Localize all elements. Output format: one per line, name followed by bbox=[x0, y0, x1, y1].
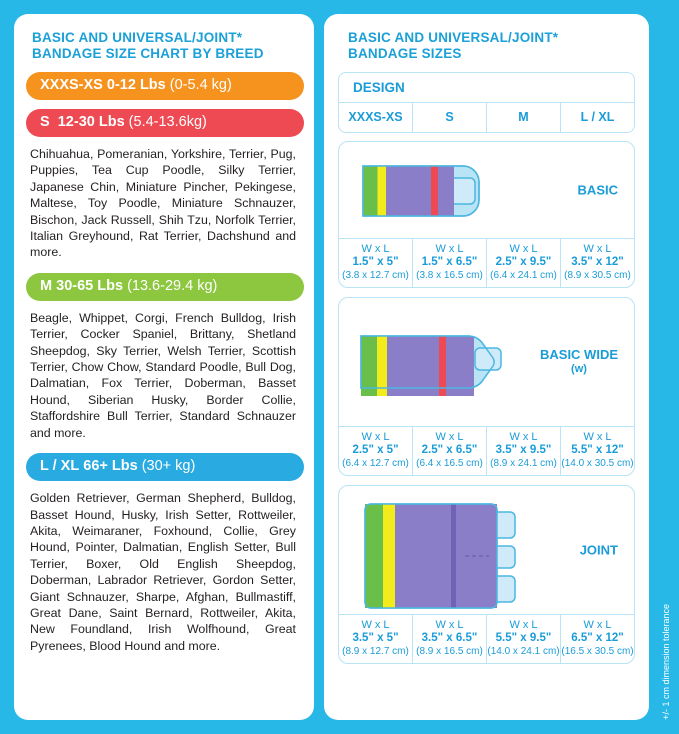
right-panel-title bbox=[348, 30, 639, 62]
inch-value: 3.5" x 12" bbox=[571, 256, 624, 268]
inch-value: 3.5" x 6.5" bbox=[421, 632, 478, 644]
size-lbs: 12-30 Lbs bbox=[57, 114, 125, 130]
basic-bandage-illustration bbox=[339, 142, 634, 238]
breed-size-chart-panel bbox=[14, 14, 314, 720]
size-code: L / XL bbox=[40, 458, 80, 475]
product-name-joint: JOINT bbox=[579, 542, 618, 558]
size-badge-l-xl bbox=[26, 453, 304, 481]
basic-dim-l-xl bbox=[561, 239, 634, 287]
joint-dim-l-xl bbox=[561, 615, 634, 663]
product-name-basic-wide bbox=[540, 347, 618, 377]
bandage-sizes-panel bbox=[324, 14, 649, 720]
right-panel-title-line1: BASIC AND UNIVERSAL/JOINT* bbox=[348, 30, 559, 45]
size-kg: (0-5.4 kg) bbox=[169, 77, 232, 93]
basic-dim-xxxs-xs bbox=[339, 239, 413, 287]
wl-label: W x L bbox=[361, 243, 390, 255]
basic-wide-bandage-graphic bbox=[353, 308, 528, 416]
breed-list-l-xl: Golden Retriever, German Shepherd, Bulldog, Basset Hound, Husky, Irish Setter, Rottweiler, Akita, Weimaraner, Foxhound, Collie, Grey Hound, Pointer, Dalmatian, English Setter, Bull Terrier, Boxer, Old English Sheepdog, Doberman, Labrador Retriever, Gordon Setter, Giant Schnauzer, Sharpe, Afghan, Bullmastiff, Great Dane, Saint Bernard, Rottweiler, Akita, New Foundland, Irish Wolfhound, Great Pyrenees, Blood Hound and more. bbox=[30, 491, 296, 653]
left-panel-title-line1: BASIC AND UNIVERSAL/JOINT* bbox=[32, 30, 243, 45]
wl-label: W x L bbox=[361, 431, 390, 443]
wl-label: W x L bbox=[509, 431, 538, 443]
joint-bandage-graphic bbox=[353, 496, 538, 618]
size-column-headers bbox=[339, 103, 634, 132]
size-column-xxxs-xs: XXXS-XS bbox=[339, 103, 413, 132]
basic-bandage-graphic bbox=[353, 152, 513, 230]
size-kg: (5.4-13.6kg) bbox=[128, 114, 207, 130]
tolerance-footnote: +/- 1 cm dimension tolerance bbox=[661, 604, 671, 720]
inch-value: 2.5" x 5" bbox=[352, 444, 399, 456]
joint-bandage-illustration bbox=[339, 486, 634, 614]
inch-value: 3.5" x 9.5" bbox=[495, 444, 552, 456]
wl-label: W x L bbox=[583, 243, 612, 255]
basic-wide-dimensions-row bbox=[339, 426, 634, 475]
size-code: S bbox=[40, 114, 50, 130]
product-name-text: BASIC WIDE bbox=[540, 347, 618, 362]
wl-label: W x L bbox=[583, 431, 612, 443]
cm-value: (6.4 x 16.5 cm) bbox=[416, 458, 483, 469]
product-name-basic: BASIC bbox=[577, 182, 618, 198]
wl-label: W x L bbox=[435, 243, 464, 255]
breed-list-m: Beagle, Whippet, Corgi, French Bulldog, Irish Terrier, Cocker Spaniel, Brittany, Shetland Sheepdog, Sky Terrier, Welsh Terrier, Scottish Terrier, Chow Chow, Standard Poodle, Bull Dog, Dalmatian, Fox Terrier, Doberman, Basset Hound, Siberian Husky, Border Collie, Staffordshire Bull Terrier, Standard Schnauzer and more. bbox=[30, 310, 296, 440]
size-badge-m bbox=[26, 273, 304, 301]
cm-value: (8.9 x 16.5 cm) bbox=[416, 646, 483, 657]
inch-value: 1.5" x 5" bbox=[352, 256, 399, 268]
basic-wide-bandage-illustration bbox=[339, 298, 634, 426]
product-block-joint bbox=[338, 485, 635, 664]
size-code: XXXS-XS bbox=[40, 77, 103, 93]
basic-dim-s bbox=[413, 239, 487, 287]
size-column-s: S bbox=[413, 103, 487, 132]
size-kg: (13.6-29.4 kg) bbox=[127, 277, 218, 294]
basic-wide-dim-xxxs-xs bbox=[339, 427, 413, 475]
size-code: M bbox=[40, 277, 53, 294]
basic-wide-dim-l-xl bbox=[561, 427, 634, 475]
inch-value: 1.5" x 6.5" bbox=[421, 256, 478, 268]
wl-label: W x L bbox=[435, 619, 464, 631]
left-panel-title bbox=[32, 30, 304, 62]
cm-value: (14.0 x 24.1 cm) bbox=[487, 646, 560, 657]
size-lbs: 30-65 Lbs bbox=[56, 277, 124, 294]
cm-value: (3.8 x 16.5 cm) bbox=[416, 270, 483, 281]
size-lbs: 0-12 Lbs bbox=[106, 77, 166, 93]
wl-label: W x L bbox=[509, 619, 538, 631]
design-header: DESIGN bbox=[339, 73, 634, 103]
wl-label: W x L bbox=[509, 243, 538, 255]
joint-dim-m bbox=[487, 615, 561, 663]
cm-value: (8.9 x 12.7 cm) bbox=[342, 646, 409, 657]
cm-value: (6.4 x 24.1 cm) bbox=[490, 270, 557, 281]
right-panel-title-line2: BANDAGE SIZES bbox=[348, 46, 462, 61]
size-kg: (30+ kg) bbox=[141, 458, 196, 475]
cm-value: (6.4 x 12.7 cm) bbox=[342, 458, 409, 469]
joint-dim-xxxs-xs bbox=[339, 615, 413, 663]
size-lbs: 66+ Lbs bbox=[83, 458, 138, 475]
design-header-box bbox=[338, 72, 635, 133]
cm-value: (14.0 x 30.5 cm) bbox=[561, 458, 634, 469]
inch-value: 2.5" x 6.5" bbox=[421, 444, 478, 456]
cm-value: (16.5 x 30.5 cm) bbox=[561, 646, 634, 657]
basic-wide-dim-s bbox=[413, 427, 487, 475]
basic-wide-dim-m bbox=[487, 427, 561, 475]
basic-dimensions-row bbox=[339, 238, 634, 287]
size-column-m: M bbox=[487, 103, 561, 132]
size-badge-xxxs-xs bbox=[26, 72, 304, 100]
wl-label: W x L bbox=[435, 431, 464, 443]
breed-list-s: Chihuahua, Pomeranian, Yorkshire, Terrier, Pug, Puppies, Tea Cup Poodle, Silky Terrier, Japanese Chin, Miniature Pincher, Pekingese, Maltese, Toy Poodle, Miniature Schnauzer, Bischon, Jack Russell, Shih Tzu, Norfolk Terrier, Italian Greyhound, Rat Terrier, Dachshund and more. bbox=[30, 147, 296, 260]
size-column-l-xl: L / XL bbox=[580, 110, 615, 124]
product-block-basic-wide bbox=[338, 297, 635, 476]
inch-value: 5.5" x 9.5" bbox=[495, 632, 552, 644]
cm-value: (8.9 x 30.5 cm) bbox=[564, 270, 631, 281]
left-panel-title-line2: BANDAGE SIZE CHART BY BREED bbox=[32, 46, 264, 61]
wl-label: W x L bbox=[583, 619, 612, 631]
product-block-basic bbox=[338, 141, 635, 288]
inch-value: 5.5" x 12" bbox=[571, 444, 624, 456]
cm-value: (8.9 x 24.1 cm) bbox=[490, 458, 557, 469]
product-name-sub: (w) bbox=[571, 363, 587, 375]
inch-value: 2.5" x 9.5" bbox=[495, 256, 552, 268]
cm-value: (3.8 x 12.7 cm) bbox=[342, 270, 409, 281]
size-badge-s bbox=[26, 109, 304, 137]
wl-label: W x L bbox=[361, 619, 390, 631]
joint-dim-s bbox=[413, 615, 487, 663]
inch-value: 6.5" x 12" bbox=[571, 632, 624, 644]
joint-dimensions-row bbox=[339, 614, 634, 663]
basic-dim-m bbox=[487, 239, 561, 287]
inch-value: 3.5" x 5" bbox=[352, 632, 399, 644]
